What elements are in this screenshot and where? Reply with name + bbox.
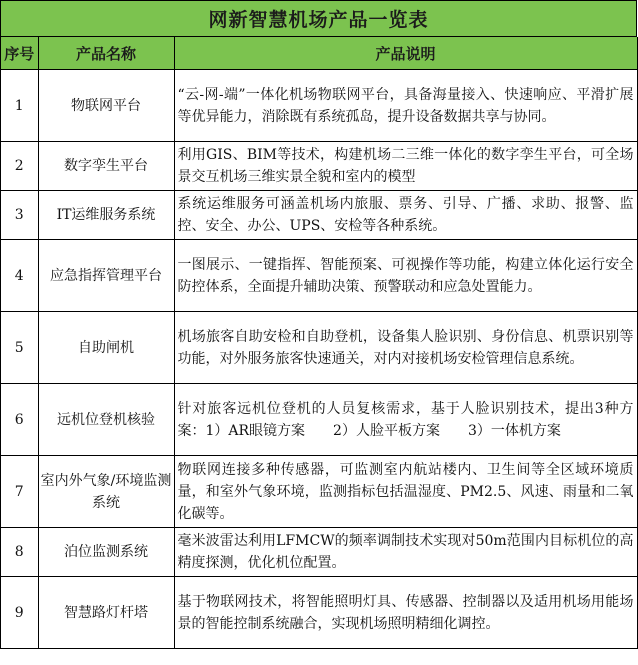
- product-description: 一图展示、一键指挥、智能预案、可视操作等功能，构建立体化运行安全防控体系，全面提升辅助决策、预警联动和应急处置能力。: [174, 240, 637, 312]
- row-number: 6: [1, 384, 38, 456]
- product-name: IT运维服务系统: [38, 191, 174, 240]
- product-name: 应急指挥管理平台: [38, 240, 174, 312]
- product-name: 室内外气象/环境监测系统: [38, 456, 174, 528]
- table-row: [1, 191, 637, 240]
- product-name: 泊位监测系统: [38, 528, 174, 577]
- table-row: [1, 142, 637, 191]
- product-description: 系统运维服务可涵盖机场内旅服、票务、引导、广播、求助、报警、监控、安全、办公、UPS、安检等各种系统。: [174, 191, 637, 240]
- table-title: 网新智慧机场产品一览表: [1, 1, 637, 37]
- row-number: 2: [1, 142, 38, 191]
- product-name: 数字孪生平台: [38, 142, 174, 191]
- header-product-name: 产品名称: [38, 37, 174, 70]
- product-name: 远机位登机核验: [38, 384, 174, 456]
- table-row: [1, 528, 637, 577]
- product-description: “云-网-端”一体化机场物联网平台，具备海量接入、快速响应、平滑扩展等优异能力，消除既有系统孤岛，提升设备数据共享与协同。: [174, 70, 637, 142]
- table-row: [1, 70, 637, 142]
- header-product-description: 产品说明: [174, 37, 637, 70]
- header-row: [1, 37, 637, 70]
- product-name: 物联网平台: [38, 70, 174, 142]
- row-number: 1: [1, 70, 38, 142]
- row-number: 8: [1, 528, 38, 577]
- table-row: [1, 312, 637, 384]
- product-description: 利用GIS、BIM等技术，构建机场二三维一体化的数字孪生平台，可全场景交互机场三维实景全貌和室内的模型: [174, 142, 637, 191]
- product-description: 物联网连接多种传感器，可监测室内航站楼内、卫生间等全区域环境质量，和室外气象环境，监测指标包括温湿度、PM2.5、风速、雨量和二氧化碳等。: [174, 456, 637, 528]
- product-description: 毫米波雷达利用LFMCW的频率调制技术实现对50m范围内目标机位的高精度探测，优化机位配置。: [174, 528, 637, 577]
- product-table: [1, 37, 638, 649]
- row-number: 3: [1, 191, 38, 240]
- product-description: 基于物联网技术，将智能照明灯具、传感器、控制器以及适用机场用能场景的智能控制系统融合，实现机场照明精细化调控。: [174, 577, 637, 649]
- table-row: [1, 577, 637, 649]
- product-description: 针对旅客远机位登机的人员复核需求，基于人脸识别技术，提出3种方案：1）AR眼镜方案 2）人脸平板方案 3）一体机方案: [174, 384, 637, 456]
- row-number: 7: [1, 456, 38, 528]
- table-row: [1, 240, 637, 312]
- table-row: [1, 456, 637, 528]
- row-number: 4: [1, 240, 38, 312]
- row-number: 9: [1, 577, 38, 649]
- table-row: [1, 384, 637, 456]
- product-description: 机场旅客自助安检和自助登机，设备集人脸识别、身份信息、机票识别等功能，对外服务旅客快速通关，对内对接机场安检管理信息系统。: [174, 312, 637, 384]
- product-name: 智慧路灯杆塔: [38, 577, 174, 649]
- row-number: 5: [1, 312, 38, 384]
- header-number: 序号: [1, 37, 38, 70]
- product-name: 自助闸机: [38, 312, 174, 384]
